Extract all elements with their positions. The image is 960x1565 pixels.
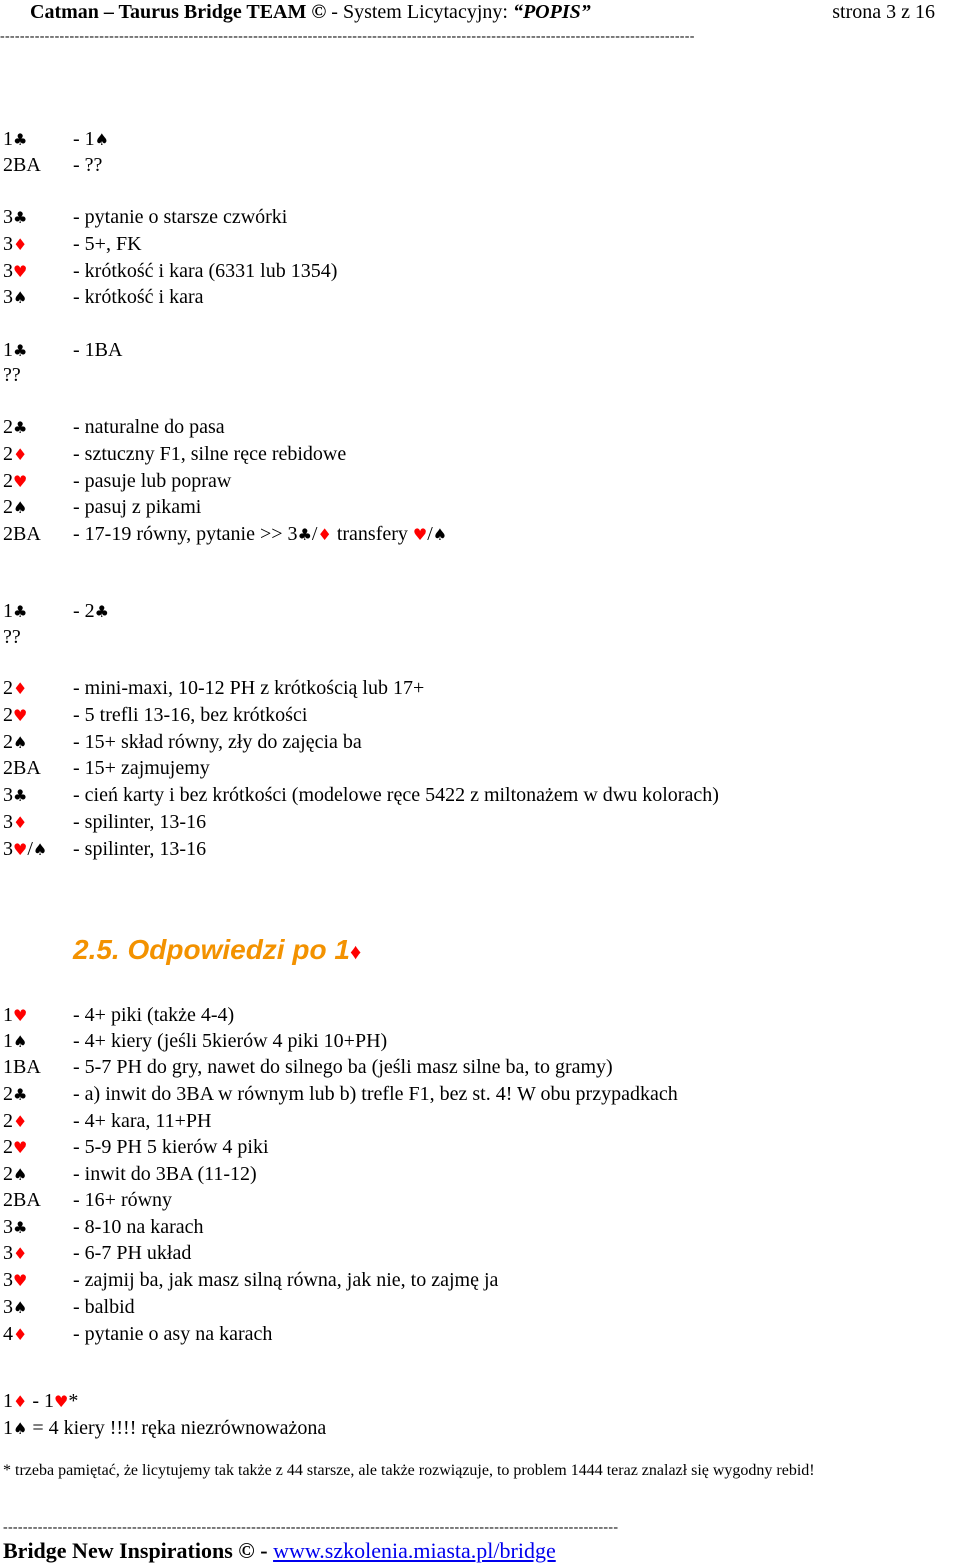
footnote: * trzeba pamiętać, że licytujemy tak także z 44 starsze, ale także rozwiązuje, to problem 1444 teraz znalazł się wygodny rebid! bbox=[3, 1462, 815, 1479]
section-heading bbox=[73, 934, 361, 966]
footer-divider: ---------------------------------------------------------------------------------------------------------------------------- bbox=[3, 1521, 619, 1535]
spade-icon: ♠ bbox=[13, 733, 28, 752]
club-icon: ♣ bbox=[13, 602, 28, 621]
spade-icon: ♠ bbox=[13, 1165, 28, 1184]
heart-icon: ♥ bbox=[13, 1006, 28, 1025]
diamond-icon: ♦ bbox=[13, 679, 28, 698]
bid-description: - naturalne do pasa bbox=[73, 416, 225, 438]
asterisk: * bbox=[68, 1390, 79, 1412]
bid-description: - 1♠ bbox=[73, 128, 110, 150]
bid-description: - 5 trefli 13-16, bez krótkości bbox=[73, 704, 308, 726]
diamond-icon: ♦ bbox=[13, 1392, 28, 1411]
section-title: Odpowiedzi po 1 bbox=[127, 934, 350, 965]
bid: 2♥ bbox=[3, 470, 28, 492]
spade-icon: ♠ bbox=[13, 1032, 28, 1051]
bid-description: - zajmij ba, jak masz silną równa, jak nie, to zajmę ja bbox=[73, 1269, 499, 1291]
heart-icon: ♥ bbox=[13, 472, 28, 491]
club-icon: ♣ bbox=[13, 786, 28, 805]
heart-icon: ♥ bbox=[412, 525, 428, 544]
spade-icon: ♠ bbox=[13, 288, 28, 307]
bid-description: - 2♣ bbox=[73, 600, 110, 622]
bid-description: - inwit do 3BA (11-12) bbox=[73, 1163, 257, 1185]
diamond-icon: ♦ bbox=[13, 813, 28, 832]
bid: 1♥ bbox=[3, 1004, 28, 1026]
bid-description: - 15+ zajmujemy bbox=[73, 757, 210, 779]
bid: 2♦ bbox=[3, 677, 28, 699]
bid: 2♠ bbox=[3, 496, 28, 518]
bid-description: - cień karty i bez krótkości (modelowe ręce 5422 z miltonażem w dwu kolorach) bbox=[73, 784, 719, 806]
page-footer bbox=[3, 1538, 556, 1564]
bid-description: - 15+ skład równy, zły do zajęcia ba bbox=[73, 731, 362, 753]
bid-level: 1 bbox=[3, 1390, 13, 1412]
spade-icon: ♠ bbox=[13, 498, 28, 517]
footer-link[interactable]: www.szkolenia.miasta.pl/bridge bbox=[273, 1538, 556, 1563]
diamond-icon: ♦ bbox=[349, 939, 362, 964]
bid: 3♥ bbox=[3, 1269, 28, 1291]
diamond-icon: ♦ bbox=[13, 1325, 28, 1344]
bid-description: - pasuj z pikami bbox=[73, 496, 202, 518]
bid-description: - krótkość i kara bbox=[73, 286, 204, 308]
bid: 2♦ bbox=[3, 1110, 28, 1132]
bid: 3♣ bbox=[3, 206, 28, 228]
bid-description: - ?? bbox=[73, 154, 103, 176]
bid: 1♣ bbox=[3, 339, 28, 361]
spade-icon: ♠ bbox=[13, 1419, 28, 1438]
example-text: = 4 kiery !!!! ręka niezrównoważona bbox=[27, 1417, 327, 1439]
club-icon: ♣ bbox=[13, 130, 28, 149]
example-line bbox=[3, 1415, 326, 1441]
bid: 2BA bbox=[3, 757, 41, 779]
heart-icon: ♥ bbox=[13, 706, 28, 725]
bid-description-text: transfery bbox=[336, 523, 413, 545]
bid-description: - pytanie o asy na karach bbox=[73, 1323, 273, 1345]
bid: 2BA bbox=[3, 154, 41, 176]
bid: 2BA bbox=[3, 523, 41, 545]
header-team: Catman – Taurus Bridge TEAM © bbox=[30, 1, 327, 23]
bid: 1♣ bbox=[3, 600, 28, 622]
club-icon: ♣ bbox=[297, 525, 312, 544]
bid-description: - 6-7 PH układ bbox=[73, 1242, 192, 1264]
bid-description: - spilinter, 13-16 bbox=[73, 838, 207, 860]
page-header bbox=[30, 0, 935, 26]
bid: 1BA bbox=[3, 1056, 41, 1078]
bid: 2♠ bbox=[3, 1163, 28, 1185]
bid: 3♦ bbox=[3, 233, 28, 255]
bid-description: - 1BA bbox=[73, 339, 123, 361]
heart-icon: ♥ bbox=[13, 840, 28, 859]
bid-description: - a) inwit do 3BA w równym lub b) trefle F1, bez st. 4! W obu przypadkach bbox=[73, 1083, 678, 1105]
bid: 1♠ bbox=[3, 1030, 28, 1052]
bid: 3♠ bbox=[3, 1296, 28, 1318]
bid: 1♣ bbox=[3, 128, 28, 150]
bid: 3♥ bbox=[3, 260, 28, 282]
diamond-icon: ♦ bbox=[13, 445, 28, 464]
spade-icon: ♠ bbox=[32, 840, 48, 859]
bid-description: - 5-7 PH do gry, nawet do silnego ba (jeśli masz silne ba, to gramy) bbox=[73, 1056, 613, 1078]
spade-icon: ♠ bbox=[94, 130, 110, 149]
bid: 2♣ bbox=[3, 416, 28, 438]
header-system-name: “POPIS” bbox=[512, 1, 591, 23]
bid: 2♥ bbox=[3, 704, 28, 726]
bid: ?? bbox=[3, 626, 21, 648]
bid-description: - balbid bbox=[73, 1296, 135, 1318]
example-text: - 1 bbox=[27, 1390, 55, 1412]
example-line bbox=[3, 1388, 78, 1414]
bid: 3♦ bbox=[3, 1242, 28, 1264]
bid-description: - pytanie o starsze czwórki bbox=[73, 206, 288, 228]
bid-description: - 16+ równy bbox=[73, 1189, 173, 1211]
club-icon: ♣ bbox=[13, 341, 28, 360]
bid: 3♦ bbox=[3, 811, 28, 833]
bid-level: 3 bbox=[3, 838, 13, 860]
bid-description: - 4+ kiery (jeśli 5kierów 4 piki 10+PH) bbox=[73, 1030, 388, 1052]
bid-description: - 5+, FK bbox=[73, 233, 142, 255]
bid-level: 1 bbox=[3, 1417, 13, 1439]
bid: 2♥ bbox=[3, 1136, 28, 1158]
club-icon: ♣ bbox=[13, 1085, 28, 1104]
diamond-icon: ♦ bbox=[13, 235, 28, 254]
bid: 2BA bbox=[3, 1189, 41, 1211]
heart-icon: ♥ bbox=[54, 1392, 69, 1411]
heart-icon: ♥ bbox=[13, 262, 28, 281]
club-icon: ♣ bbox=[13, 208, 28, 227]
club-icon: ♣ bbox=[13, 418, 28, 437]
bid: 3♣ bbox=[3, 1216, 28, 1238]
bid: 3♠ bbox=[3, 286, 28, 308]
diamond-icon: ♦ bbox=[13, 1244, 28, 1263]
bid-description: - 5-9 PH 5 kierów 4 piki bbox=[73, 1136, 269, 1158]
bid-description: - 17-19 równy, pytanie >> 3♣/♦ transfery ♥/♠ bbox=[73, 523, 448, 545]
heart-icon: ♥ bbox=[13, 1271, 28, 1290]
bid: 2♦ bbox=[3, 443, 28, 465]
diamond-icon: ♦ bbox=[13, 1112, 28, 1131]
bid: ?? bbox=[3, 364, 21, 386]
bid-description: - sztuczny F1, silne ręce rebidowe bbox=[73, 443, 347, 465]
header-system-label: - System Licytacyjny: bbox=[326, 1, 513, 23]
club-icon: ♣ bbox=[94, 602, 110, 621]
spade-icon: ♠ bbox=[13, 1298, 28, 1317]
bid-description: - pasuje lub popraw bbox=[73, 470, 232, 492]
club-icon: ♣ bbox=[13, 1218, 28, 1237]
page-number: strona 3 z 16 bbox=[832, 1, 935, 23]
bid: 2♣ bbox=[3, 1083, 28, 1105]
bid-description: - krótkość i kara (6331 lub 1354) bbox=[73, 260, 338, 282]
bid-description: - spilinter, 13-16 bbox=[73, 811, 207, 833]
header-divider: -------------------------------------------------------------------------------------------------------------------------------------------- bbox=[0, 30, 695, 44]
bid: 3♣ bbox=[3, 784, 28, 806]
bid-description: - 4+ piki (także 4-4) bbox=[73, 1004, 235, 1026]
diamond-icon: ♦ bbox=[317, 525, 332, 544]
bid-description: - mini-maxi, 10-12 PH z krótkością lub 17+ bbox=[73, 677, 425, 699]
bid-description-text: - 17-19 równy, pytanie >> 3 bbox=[73, 523, 298, 545]
header-title bbox=[30, 1, 591, 24]
bid: 3♥/♠ bbox=[3, 838, 48, 860]
heart-icon: ♥ bbox=[13, 1138, 28, 1157]
bid: 4♦ bbox=[3, 1323, 28, 1345]
spade-icon: ♠ bbox=[432, 525, 448, 544]
bid-description: - 8-10 na karach bbox=[73, 1216, 204, 1238]
bid: 2♠ bbox=[3, 731, 28, 753]
footer-brand: Bridge New Inspirations © - bbox=[3, 1538, 274, 1563]
bid-description: - 4+ kara, 11+PH bbox=[73, 1110, 212, 1132]
section-number: 2.5. bbox=[73, 934, 128, 965]
